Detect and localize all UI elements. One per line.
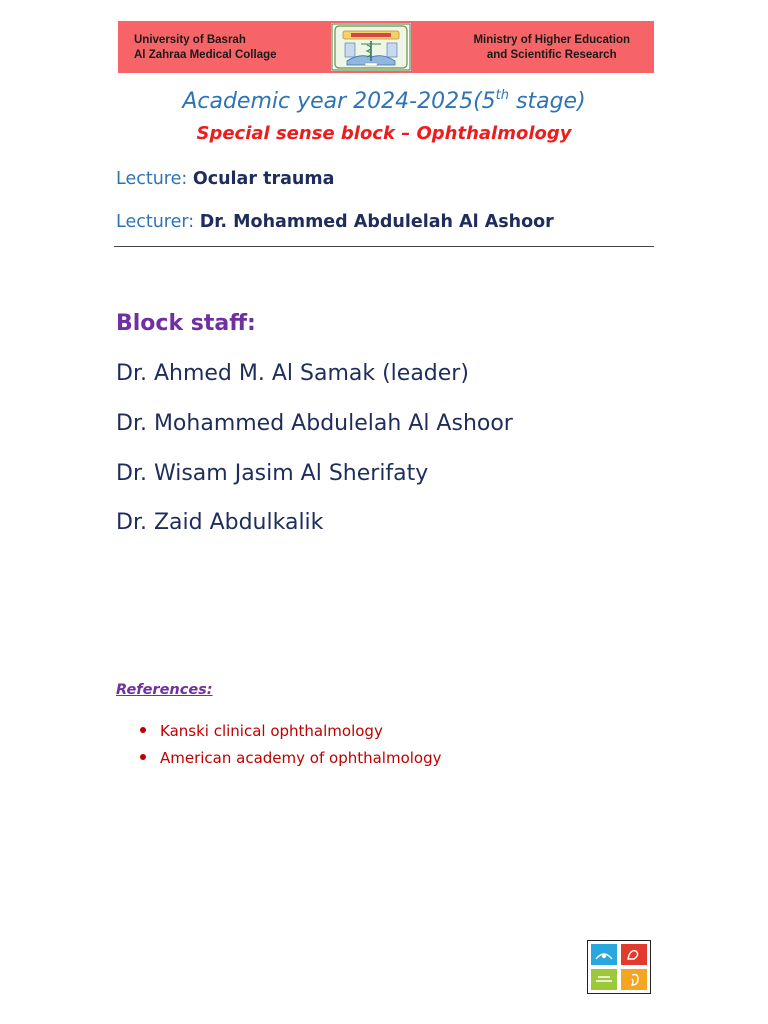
university-name-block xyxy=(134,33,277,63)
references-heading: References: xyxy=(116,682,213,698)
ministry-subtitle: and Scientific Research xyxy=(486,49,617,61)
lecturer-line xyxy=(116,212,554,232)
academic-year-suffix: stage) xyxy=(509,89,586,114)
staff-member: Dr. Ahmed M. Al Samak (leader) xyxy=(116,361,469,386)
special-senses-logo xyxy=(587,940,651,994)
academic-year-superscript: th xyxy=(495,88,509,103)
lecturer-label: Lecturer: xyxy=(116,212,195,232)
lecture-line xyxy=(116,169,334,189)
staff-member: Dr. Mohammed Abdulelah Al Ashoor xyxy=(116,411,513,436)
lecture-title: Ocular trauma xyxy=(192,169,335,189)
staff-member: Dr. Zaid Abdulkalik xyxy=(116,510,324,535)
lecture-label: Lecture: xyxy=(116,169,188,189)
college-seal-icon xyxy=(331,23,411,71)
reference-text: American academy of ophthalmology xyxy=(160,749,442,767)
ministry-name-block xyxy=(473,33,630,63)
reference-item xyxy=(140,749,442,767)
university-name: University of Basrah xyxy=(134,34,246,46)
special-senses-icon xyxy=(588,941,650,993)
ministry-name: Ministry of Higher Education xyxy=(473,34,630,46)
bullet-icon xyxy=(140,754,146,760)
horizontal-divider xyxy=(114,246,654,247)
reference-item xyxy=(140,722,383,740)
staff-member: Dr. Wisam Jasim Al Sherifaty xyxy=(116,461,429,486)
college-name: Al Zahraa Medical Collage xyxy=(134,49,277,61)
lecturer-name: Dr. Mohammed Abdulelah Al Ashoor xyxy=(199,212,554,232)
college-logo xyxy=(331,23,411,71)
academic-year xyxy=(0,88,768,114)
reference-text: Kanski clinical ophthalmology xyxy=(160,722,383,740)
bullet-icon xyxy=(140,727,146,733)
staff-heading: Block staff: xyxy=(116,311,256,336)
academic-year-prefix: Academic year 2024-2025(5 xyxy=(182,89,496,114)
block-title: Special sense block – Ophthalmology xyxy=(196,123,572,144)
header-banner xyxy=(118,21,654,73)
